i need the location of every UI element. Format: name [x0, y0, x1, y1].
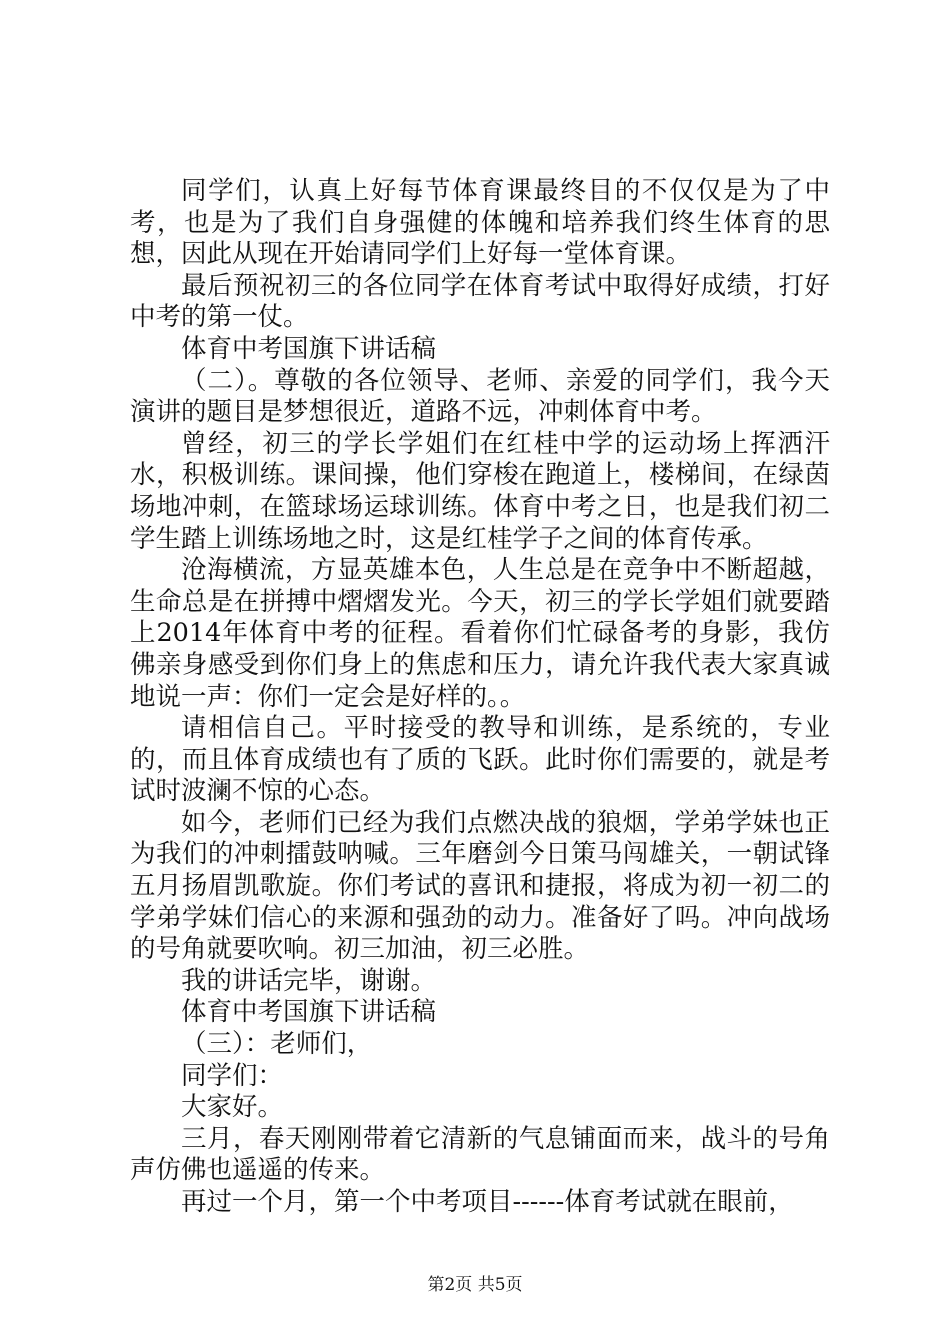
paragraph: （二）。尊敬的各位领导、老师、亲爱的同学们，我今天演讲的题目是梦想很近，道路不远，冲刺体育中考。: [130, 365, 830, 428]
paragraph: 如今，老师们已经为我们点燃决战的狼烟，学弟学妹也正为我们的冲刺擂鼓呐喊。三年磨剑今日策马闯雄关，一朝试锋五月扬眉凯歌旋。你们考试的喜讯和捷报，将成为初一初二的学弟学妹们信心的来源和强劲的动力。准备好了吗。冲向战场的号角就要吹响。初三加油，初三必胜。: [130, 807, 830, 965]
paragraph: 同学们，认真上好每节体育课最终目的不仅仅是为了中考，也是为了我们自身强健的体魄和培养我们终生体育的思想，因此从现在开始请同学们上好每一堂体育课。: [130, 176, 830, 270]
section-title: 体育中考国旗下讲话稿: [181, 333, 437, 364]
page-number-label: 第2页 共5页: [427, 1275, 523, 1295]
paragraph: 请相信自己。平时接受的教导和训练，是系统的，专业的，而且体育成绩也有了质的飞跃。此时你们需要的，就是考试时波澜不惊的心态。: [130, 713, 830, 807]
section-title: 体育中考国旗下讲话稿: [181, 997, 437, 1028]
page-footer: [0, 1270, 950, 1295]
salutation-line: 同学们：: [181, 1060, 284, 1091]
salutation-line: （三）：老师们，: [181, 1029, 373, 1060]
paragraph: 再过一个月，第一个中考项目------体育考试就在眼前，: [181, 1187, 794, 1217]
greeting-line: 大家好。: [181, 1092, 284, 1123]
paragraph: 沧海横流，方显英雄本色，人生总是在竞争中不断超越，生命总是在拼搏中熠熠发光。今天，初三的学长学姐们就要踏上2014年体育中考的征程。看着你们忙碌备考的身影，我仿佛亲身感受到你们身上的焦虑和压力，请允许我代表大家真诚地说一声：你们一定会是好样的。。: [130, 555, 830, 712]
paragraph: 最后预祝初三的各位同学在体育考试中取得好成绩，打好中考的第一仗。: [130, 270, 830, 333]
paragraph: 曾经，初三的学长学姐们在红桂中学的运动场上挥洒汗水，积极训练。课间操，他们穿梭在跑道上，楼梯间，在绿茵场地冲刺，在篮球场运球训练。体育中考之日，也是我们初二学生踏上训练场地之时，这是红桂学子之间的体育传承。: [130, 428, 830, 554]
closing-line: 我的讲话完毕，谢谢。: [181, 965, 437, 996]
paragraph: 三月，春天刚刚带着它清新的气息铺面而来，战斗的号角声仿佛也遥遥的传来。: [130, 1123, 830, 1186]
document-body: [130, 176, 830, 1219]
